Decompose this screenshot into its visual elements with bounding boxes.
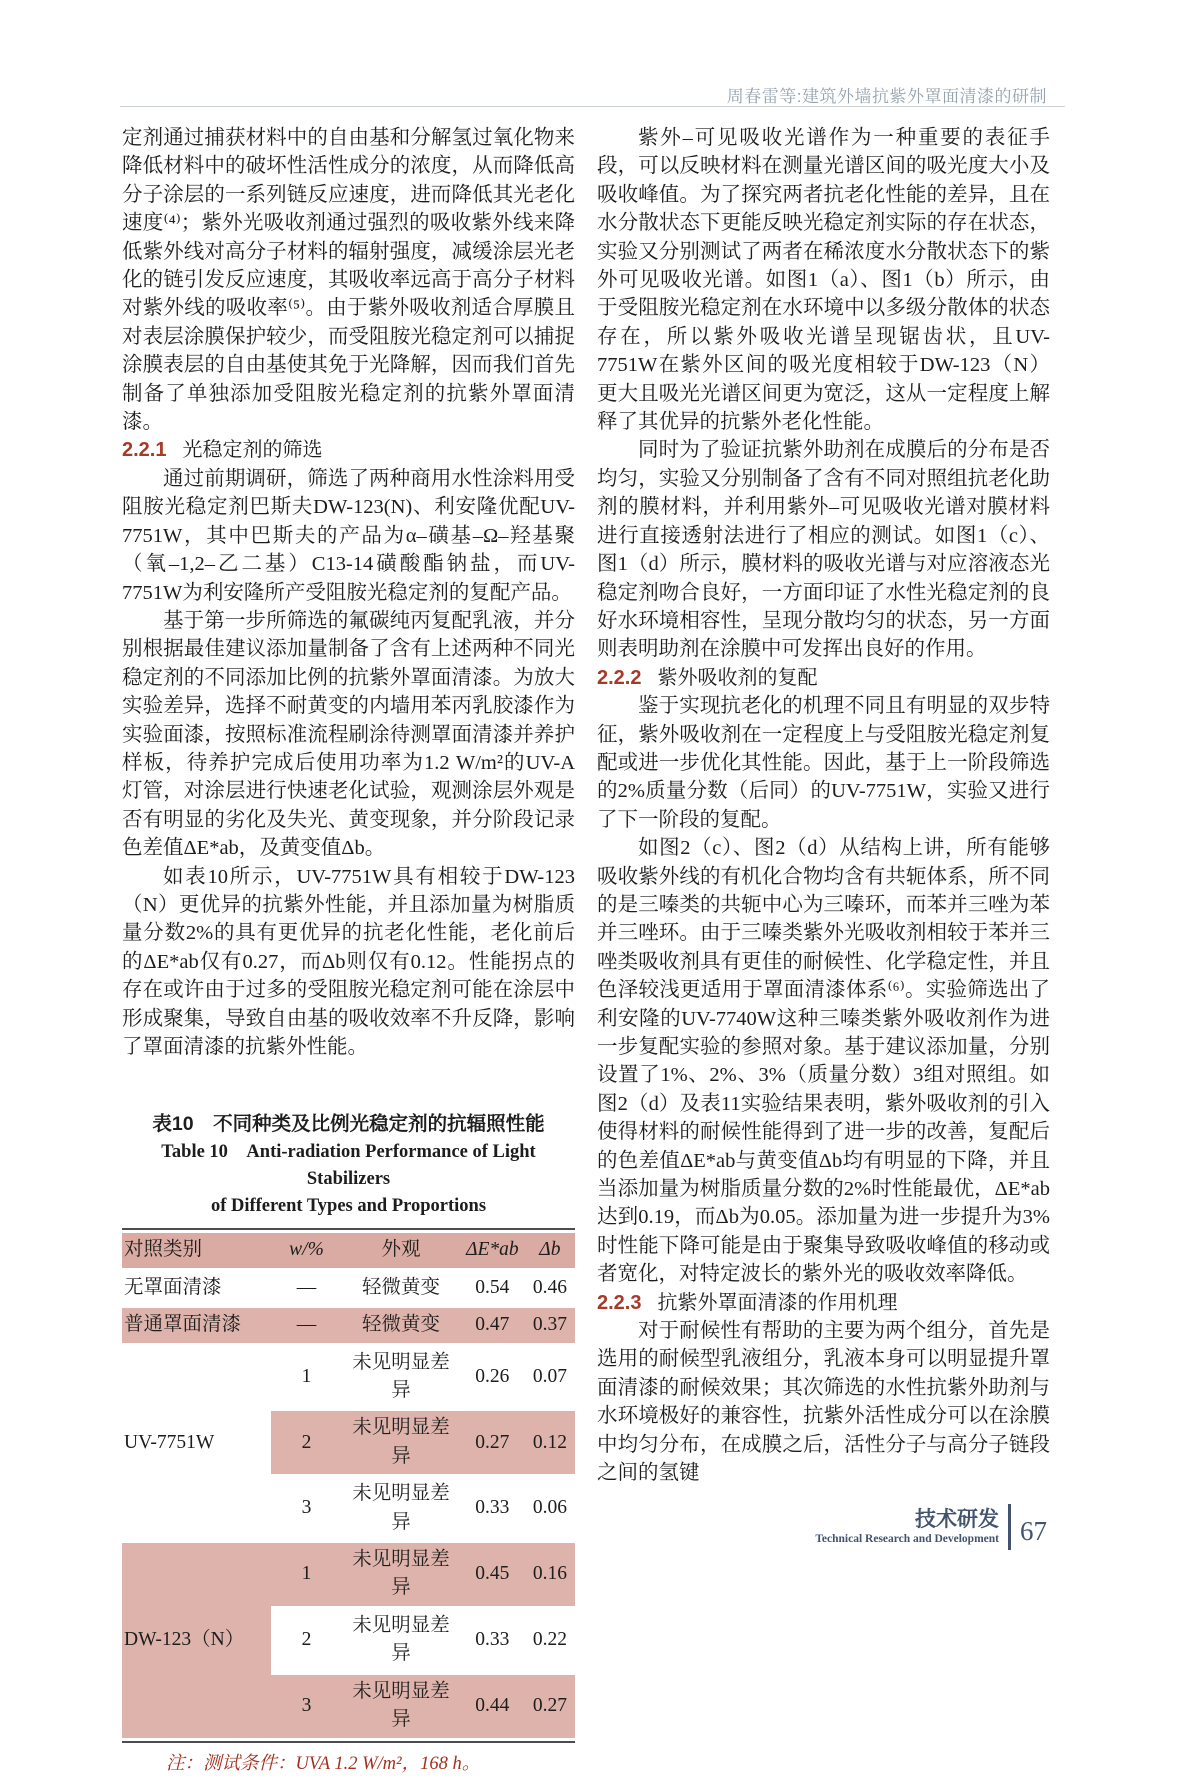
paragraph: 鉴于实现抗老化的机理不同且有明显的双步特征，紫外吸收剂在一定程度上与受阻胺光稳定剂复配或进一步优化其性能。因此，基于上一阶段筛选的2%质量分数（后同）的UV-7751W，实验又进行了下一阶段的复配。: [597, 695, 1050, 831]
table-cell: 0.45: [460, 1543, 525, 1606]
section-number: 2.2.1: [122, 439, 167, 462]
left-column: [122, 124, 575, 1778]
table-cell: 0.07: [525, 1346, 575, 1409]
table-10-block: [122, 1109, 575, 1778]
table-cell: 2: [271, 1411, 342, 1474]
table-row: [122, 1308, 575, 1342]
footer-section-zh: 技术研发: [915, 1507, 999, 1531]
table-cell-group-uv7751w: UV-7751W: [122, 1346, 271, 1540]
table-cell: 2: [271, 1609, 342, 1672]
table-cell: 未见明显差异: [342, 1543, 460, 1606]
section-heading-2-2-2: [597, 664, 1050, 692]
col-header-db: Δb: [525, 1233, 575, 1267]
table-cell: 未见明显差异: [342, 1609, 460, 1672]
table-title-en-line1: Table 10 Anti-radiation Performance of Light Stabilizers: [161, 1142, 536, 1190]
table-cell: 0.06: [525, 1477, 575, 1540]
col-header-group: 对照类别: [122, 1233, 271, 1267]
table-cell: 轻微黄变: [342, 1271, 460, 1305]
table-cell: 1: [271, 1346, 342, 1409]
table-cell: 未见明显差异: [342, 1477, 460, 1540]
section-title: 光稳定剂的筛选: [182, 439, 323, 462]
table-cell: 0.27: [525, 1675, 575, 1738]
header-rule: [120, 106, 1065, 107]
table-cell: 3: [271, 1675, 342, 1738]
section-number: 2.2.3: [597, 1291, 642, 1314]
table-cell: 0.22: [525, 1609, 575, 1672]
paragraph: 通过前期调研，筛选了两种商用水性涂料用受阻胺光稳定剂巴斯夫DW-123(N)、利安隆优配UV-7751W，其中巴斯夫的产品为α–磺基–Ω–羟基聚（氧–1,2–乙二基）C13-14磺酸酯钠盐，而UV-7751W为利安隆所产受阻胺光稳定剂的复配产品。: [122, 467, 575, 604]
paragraph: 基于第一步所筛选的氟碳纯丙复配乳液，并分别根据最佳建议添加量制备了含有上述两种不同光稳定剂的不同添加比例的抗紫外罩面清漆。为放大实验差异，选择不耐黄变的内墙用苯丙乳胶漆作为实验面漆，按照标准流程刷涂待测罩面清漆并养护样板，待养护完成后使用功率为1.2 W/m²的UV-A灯管，对涂层进行快速老化试验，观测涂层外观是否有明显的劣化及失光、黄变现象，并分阶段记录色差值ΔE*ab，及黄变值Δb。: [122, 609, 575, 860]
table-cell: 0.12: [525, 1411, 575, 1474]
page-footer: [815, 1504, 1047, 1550]
table-title-en-line2: of Different Types and Proportions: [210, 1196, 487, 1217]
table-cell: 0.33: [460, 1477, 525, 1540]
section-number: 2.2.2: [597, 666, 642, 689]
footer-section-en: Technical Research and Development: [815, 1532, 999, 1545]
section-heading-2-2-1: [122, 436, 575, 464]
table-header-row: [122, 1233, 575, 1267]
table-cell: 1: [271, 1543, 342, 1606]
paragraph: 定剂通过捕获材料中的自由基和分解氢过氧化物来降低材料中的破坏性活性成分的浓度，从而降低高分子涂层的一系列链反应速度，进而降低其光老化速度⁽⁴⁾；紫外光吸收剂通过强烈的吸收紫外线来降低紫外线对高分子材料的辐射强度，减缓涂层光老化的链引发反应速度，其吸收率远高于高分子材料对紫外线的吸收率⁽⁵⁾。由于紫外吸收剂适合厚膜且对表层涂膜保护较少，而受阻胺光稳定剂可以捕捉涂膜表层的自由基使其免于光降解，因而我们首先制备了单独添加受阻胺光稳定剂的抗紫外罩面清漆。: [122, 127, 575, 434]
table-cell: 无罩面清漆: [122, 1271, 271, 1305]
table-cell: 0.46: [525, 1271, 575, 1305]
paragraph: 如图2（c）、图2（d）从结构上讲，所有能够吸收紫外线的有机化合物均含有共轭体系，所不同的是三嗪类的共轭中心为三嗪环，而苯并三唑为苯并三唑环。由于三嗪类紫外光吸收剂相较于苯并三唑类吸收剂具有更佳的耐候性、化学稳定性，并且色泽较浅更适用于罩面清漆体系⁽⁶⁾。实验筛选出了利安隆的UV-7740W这种三嗪类紫外吸收剂作为进一步复配实验的参照对象。基于建议添加量，分别设置了1%、2%、3%（质量分数）3组对照组。如图2（d）及表11实验结果表明，紫外吸收剂的引入使得材料的耐候性能得到了进一步的改善，复配后的色差值ΔE*ab与黄变值Δb均有明显的下降，并且当添加量为树脂质量分数的2%时性能最优，ΔE*ab达到0.19，而Δb为0.05。添加量为进一步提升为3%时性能下降可能是由于聚集导致吸收峰值的移动或者宽化，对特定波长的紫外光的吸收效率降低。: [597, 837, 1050, 1286]
paragraph: 如表10所示，UV-7751W具有相较于DW-123（N）更优异的抗紫外性能，并且添加量为树脂质量分数2%的具有更优异的抗老化性能，老化前后的ΔE*ab仅有0.27，而Δb则仅有0.12。性能拐点的存在或许由于过多的受阻胺光稳定剂可能在涂层中形成聚集，导致自由基的吸收效率不升反降，影响了罩面清漆的抗紫外性能。: [122, 865, 575, 1058]
table-cell: 0.54: [460, 1271, 525, 1305]
footer-divider: [1008, 1504, 1011, 1550]
table-title-zh: 表10 不同种类及比例光稳定剂的抗辐照性能: [152, 1113, 545, 1136]
table-cell-group-dw123n: DW-123（N）: [122, 1543, 271, 1737]
paragraph: 同时为了验证抗紫外助剂在成膜后的分布是否均匀，实验又分别制备了含有不同对照组抗老化助剂的膜材料，并利用紫外–可见吸收光谱对膜材料进行直接透射法进行了相应的测试。如图1（c）、图1（d）所示，膜材料的吸收光谱与对应溶液态光稳定剂吻合良好，一方面印证了水性光稳定剂的良好水环境相容性，呈现分散均匀的状态，另一方面则表明助剂在涂膜中可发挥出良好的作用。: [597, 439, 1050, 661]
table-row: [122, 1543, 575, 1606]
table-note: 注：测试条件：UVA 1.2 W/m²，168 h。: [166, 1753, 481, 1774]
table-cell: —: [271, 1271, 342, 1305]
table-cell: 轻微黄变: [342, 1308, 460, 1342]
paragraph: 对于耐候性有帮助的主要为两个组分，首先是选用的耐候型乳液组分，乳液本身可以明显提升罩面清漆的耐候效果；其次筛选的水性抗紫外助剂与水环境极好的兼容性，抗紫外活性成分可以在涂膜中均匀分布，在成膜之后，活性分子与高分子链段之间的氢键: [597, 1320, 1050, 1485]
table-cell: 0.33: [460, 1609, 525, 1672]
table-cell: 普通罩面清漆: [122, 1308, 271, 1342]
table-cell: 未见明显差异: [342, 1675, 460, 1738]
section-title: 抗紫外罩面清漆的作用机理: [657, 1291, 898, 1314]
col-header-w: w/%: [271, 1233, 342, 1267]
table-cell: 0.26: [460, 1346, 525, 1409]
table-cell: —: [271, 1308, 342, 1342]
table-cell: 0.37: [525, 1308, 575, 1342]
table-row: [122, 1271, 575, 1305]
footer-section: [815, 1508, 999, 1547]
table-cell: 3: [271, 1477, 342, 1540]
table-row: [122, 1346, 575, 1409]
section-title: 紫外吸收剂的复配: [657, 666, 818, 689]
table-cell: 0.27: [460, 1411, 525, 1474]
col-header-appearance: 外观: [342, 1233, 460, 1267]
table-cell: 未见明显差异: [342, 1411, 460, 1474]
col-header-dE: ΔE*ab: [460, 1233, 525, 1267]
paragraph: 紫外–可见吸收光谱作为一种重要的表征手段，可以反映材料在测量光谱区间的吸光度大小及吸收峰值。为了探究两者抗老化性能的差异，且在水分散状态下更能反映光稳定剂实际的存在状态，实验又分别测试了两者在稀浓度水分散状态下的紫外可见吸收光谱。如图1（a）、图1（b）所示，由于受阻胺光稳定剂在水环境中以多级分散体的状态存在，所以紫外吸收光谱呈现锯齿状，且UV-7751W在紫外区间的吸光度相较于DW-123（N）更大且吸光光谱区间更为宽泛，这从一定程度上解释了其优异的抗紫外老化性能。: [597, 127, 1050, 434]
table-10: [122, 1228, 575, 1742]
table-cell: 0.47: [460, 1308, 525, 1342]
table-cell: 0.16: [525, 1543, 575, 1606]
table-cell: 未见明显差异: [342, 1346, 460, 1409]
running-head-title: 周春雷等:建筑外墙抗紫外罩面清漆的研制: [726, 87, 1047, 106]
page-number: 67: [1020, 1515, 1047, 1546]
table-cell: 0.44: [460, 1675, 525, 1738]
section-heading-2-2-3: [597, 1289, 1050, 1317]
